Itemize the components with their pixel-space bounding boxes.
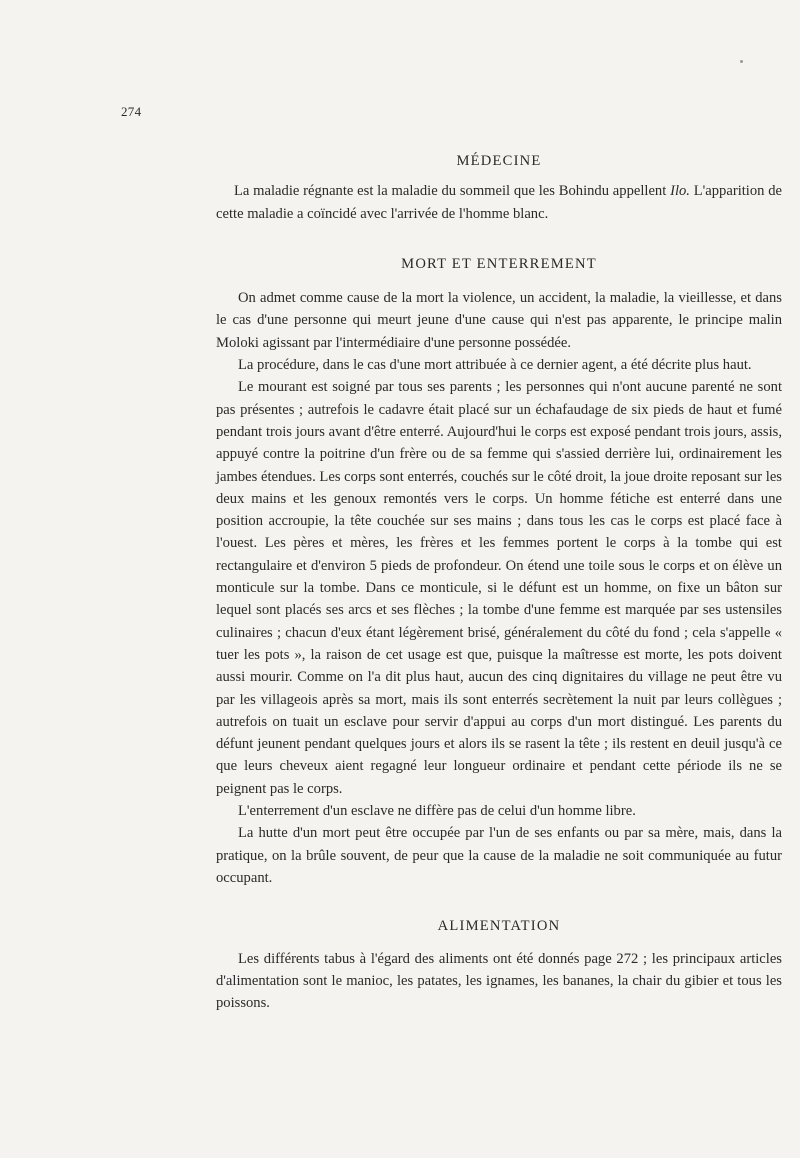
page-number: 274 <box>121 104 142 119</box>
heading-mort-et-enterrement: MORT ET ENTERREMENT <box>401 255 597 272</box>
paragraph-medecine <box>216 180 782 225</box>
paper-speck <box>740 60 743 63</box>
heading-alimentation: ALIMENTATION <box>437 918 561 935</box>
paragraph-mort-rites: Le mourant est soigné par tous ses parents ; les personnes qui n'ont aucune parenté ne sont pas présentes ; autrefois le cadavre était placé sur un échafaudage de six pieds de haut et fumé pendant trois jours avant d'être enterré. Aujourd'hui le corps est exposé pendant trois jours, assis, appuyé contre la poitrine d'un frère ou de sa femme qui s'assied derrière lui, ordinairement les jambes étendues. Les corps sont enterrés, couchés sur le côté droit, la joue droite reposant sur les deux mains et les genoux remontés vers le corps. Un homme fétiche est enterré dans une position accroupie, la tête couchée sur ses mains ; dans tous les cas le corps est placé face à l'ouest. Les pères et mères, les frères et les femmes portent le corps à la tombe qui est rectangulaire et d'environ 5 pieds de profondeur. On étend une toile sous le corps et on élève un monticule sur la tombe. Dans ce monticule, si le défunt est un homme, on fixe un bâton sur lequel sont placés ses arcs et ses flèches ; la tombe d'une femme est marquée par ses ustensiles culinaires ; chacun d'eux étant légèrement brisé, généralement du côté du fond ; cela s'appelle « tuer les pots », la raison de cet usage est que, puisque la maîtresse est morte, les pots doivent aussi mourir. Comme on l'a dit plus haut, aucun des cinq dignitaires du village ne peut être vu par les villageois après sa mort, mais ils sont enterrés secrètement la nuit par leurs collègues ; autrefois on tuait un esclave pour servir d'appui au corps d'un mort distingué. Les parents du défunt jeunent pendant quelques jours et alors ils se rasent la tête ; ils restent en deuil jusqu'à ce que leurs cheveux aient regagné leur longueur ordinaire et pendant cette période ils ne se peignent pas le corps. <box>216 379 782 797</box>
paragraph-medecine-end: L'apparition de cette maladie a coïncidé avec l'arrivée de l'homme blanc. <box>216 183 783 222</box>
paragraph-medecine-italic: Ilo. <box>670 183 690 200</box>
paragraph-mort-causes: On admet comme cause de la mort la violence, un accident, la maladie, la vieillesse, et dans le cas d'une personne qui meurt jeune d'une cause qui n'est pas apparente, le principe malin Moloki agissant par l'intermédiaire d'une personne possédée. <box>216 290 782 351</box>
heading-medecine: MÉDECINE <box>456 153 542 169</box>
paragraph-mort-hutte: La hutte d'un mort peut être occupée par l'un de ses enfants ou par sa mère, mais, dans la pratique, on la brûle souvent, de peur que la cause de la maladie ne soit communiquée au futur occupant. <box>216 825 782 886</box>
paragraph-alimentation: Les différents tabus à l'égard des aliments ont été donnés page 272 ; les principaux articles d'alimentation sont le manioc, les patates, les ignames, les bananes, la chair du gibier et tous les poissons. <box>216 950 782 1012</box>
page-body <box>216 150 782 1014</box>
paragraph-mort-procedure: La procédure, dans le cas d'une mort attribuée à ce dernier agent, a été décrite plus haut. <box>238 357 752 374</box>
paragraph-mort-esclave: L'enterrement d'un esclave ne diffère pas de celui d'un homme libre. <box>238 803 636 820</box>
paragraph-medecine-text: La maladie régnante est la maladie du sommeil que les Bohindu appellent <box>234 183 671 200</box>
